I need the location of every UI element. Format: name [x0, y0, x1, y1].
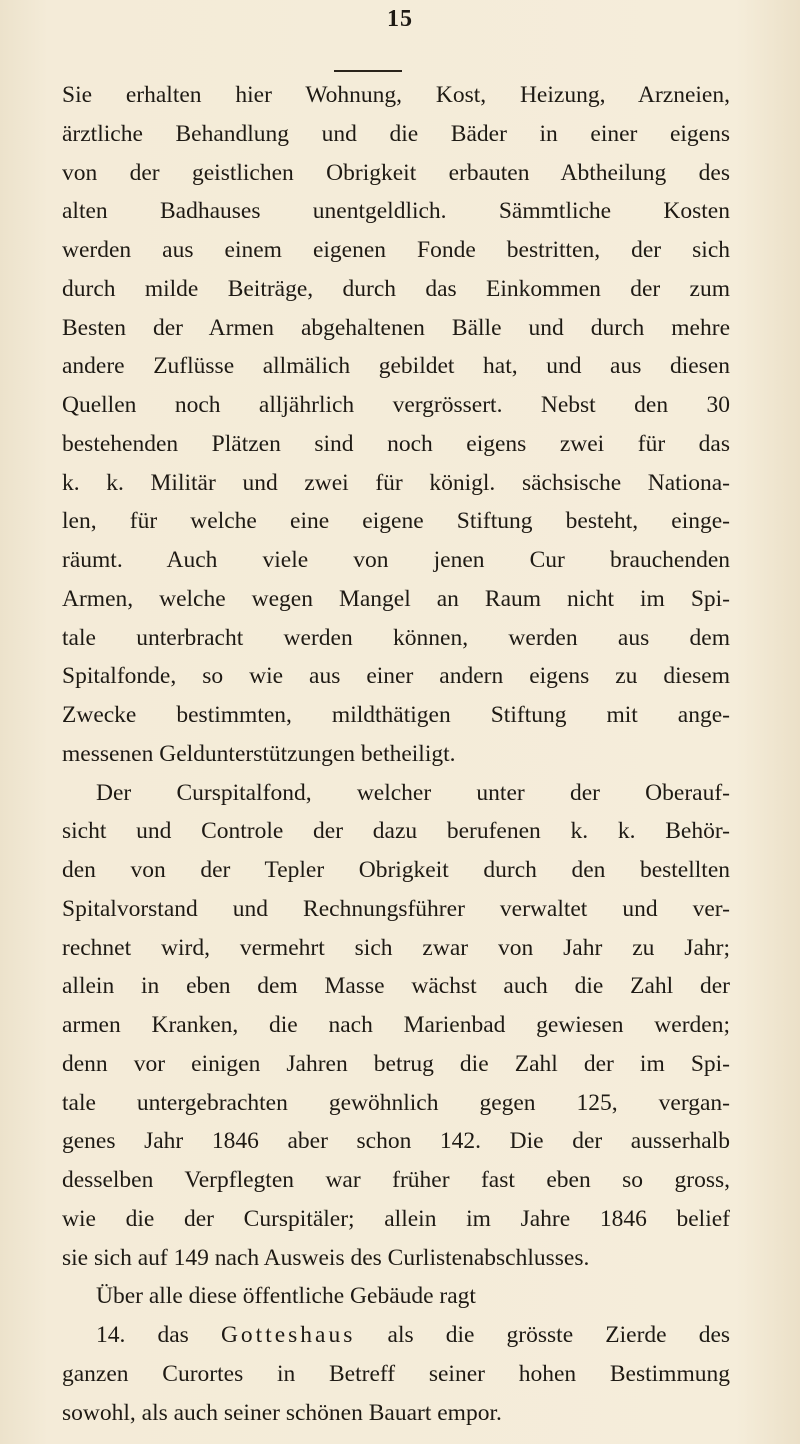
text-line: rechnet wird, vermehrt sich zwar von Jahr zu Jahr; [62, 934, 730, 961]
text-line: tale unterbracht werden können, werden aus dem [62, 624, 730, 651]
text-line: genes Jahr 1846 aber schon 142. Die der ausserhalb [62, 1128, 730, 1155]
text-line: Besten der Armen abgehaltenen Bälle und durch mehre [62, 314, 730, 341]
text-line: Sie erhalten hier Wohnung, Kost, Heizung, Arzneien, [62, 82, 730, 108]
text-line: räumt. Auch viele von jenen Cur brauchenden [62, 547, 730, 573]
section-number: 14. [96, 1322, 126, 1348]
page-number: 15 [387, 6, 413, 32]
text-line: Quellen noch alljährlich vergrössert. Nebst den 30 [62, 392, 730, 418]
text-line: sowohl, als auch seiner schönen Bauart empor. [62, 1399, 502, 1426]
text-line: sicht und Controle der dazu berufenen k. k. Behör- [62, 818, 730, 845]
text-line: desselben Verpflegten war früher fast eben so gross, [62, 1167, 730, 1193]
text-line: den von der Tepler Obrigkeit durch den bestellten [62, 857, 730, 883]
text-line: len, für welche eine eigene Stiftung besteht, einge- [62, 508, 730, 535]
section-prefix: das [157, 1322, 189, 1348]
header-rule [334, 70, 402, 72]
text-line: Zwecke bestimmten, mildthätigen Stiftung mit ange- [62, 702, 730, 728]
text-line: andere Zuflüsse allmälich gebildet hat, und aus diesen [62, 353, 730, 380]
text-line: werden aus einem eigenen Fonde bestritten, der sich [62, 237, 730, 263]
section-title: Gotteshaus [220, 1322, 356, 1348]
text-line: von der geistlichen Obrigkeit erbauten Abtheilung des [62, 159, 730, 186]
text-line: bestehenden Plätzen sind noch eigens zwei für das [62, 430, 730, 457]
text-line: sie sich auf 149 nach Ausweis des Curlistenabschlusses. [62, 1244, 590, 1271]
text-line: k. k. Militär und zwei für königl. sächsische Nationa- [62, 469, 730, 496]
text-line: Spitalfonde, so wie aus einer andern eigens zu diesem [62, 663, 730, 690]
text-line: durch milde Beiträge, durch das Einkommen der zum [62, 275, 730, 302]
text-line: Der Curspitalfond, welcher unter der Oberauf- [96, 779, 730, 806]
section-heading-rest: als die grösste Zierde des [387, 1322, 731, 1348]
text-line: ganzen Curortes in Betreff seiner hohen Bestimmung [62, 1360, 730, 1387]
text-line: messenen Geldunterstützungen betheiligt. [62, 740, 456, 767]
text-line: allein in eben dem Masse wächst auch die Zahl der [62, 973, 730, 1000]
text-line: ärztliche Behandlung und die Bäder in einer eigens [62, 120, 730, 147]
text-line: armen Kranken, die nach Marienbad gewiesen werden; [62, 1012, 730, 1038]
section-heading-line [62, 1316, 730, 1355]
text-line: Spitalvorstand und Rechnungsführer verwaltet und ver- [62, 895, 730, 922]
text-line: wie die der Curspitäler; allein im Jahre 1846 belief [62, 1205, 730, 1232]
text-line: Armen, welche wegen Mangel an Raum nicht im Spi- [62, 585, 730, 612]
text-line: Über alle diese öffentliche Gebäude ragt [96, 1283, 476, 1310]
text-line: tale untergebrachten gewöhnlich gegen 125, vergan- [62, 1089, 730, 1116]
body-text [62, 76, 730, 1432]
text-line: alten Badhauses unentgeldlich. Sämmtliche Kosten [62, 198, 730, 225]
text-line: denn vor einigen Jahren betrug die Zahl der im Spi- [62, 1050, 730, 1077]
